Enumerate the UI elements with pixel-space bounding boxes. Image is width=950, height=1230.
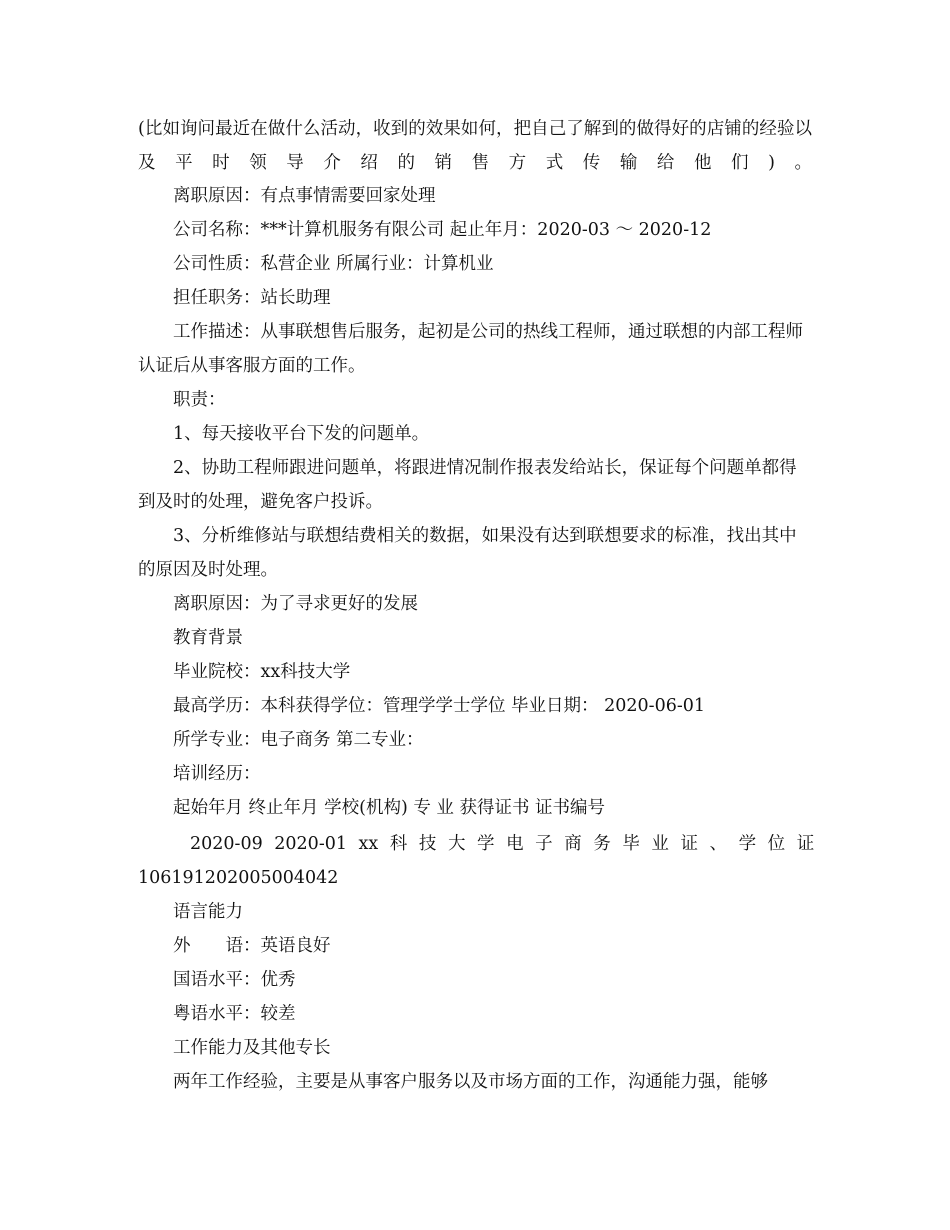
paragraph-training-heading: 培训经历： — [173, 764, 261, 784]
paragraph-mandarin: 国语水平：优秀 — [173, 970, 296, 990]
paragraph-duty-3: 3、分析维修站与联想结费相关的数据，如果没有达到联想要求的标准，找出其中的原因及时处理。 — [138, 526, 797, 580]
paragraph-major: 所学专业：电子商务 第二专业： — [173, 730, 424, 750]
section-title-education: 教育背景 — [173, 628, 243, 648]
paragraph-activity-note-line1: (比如询问最近在做什么活动，收到的效果如何，把自己了解到的做得好的店铺的经验以及平时领导介绍的销售方式传输给他们)。 — [138, 119, 812, 173]
paragraph-school: 毕业院校：xx科技大学 — [173, 662, 351, 682]
paragraph-training-row: 2020-09 2020-01 xx 科 技 大 学 电 子 商 务 毕 业 证 、 学 位 证 — [190, 834, 815, 854]
paragraph-company-type: 公司性质：私营企业 所属行业：计算机业 — [173, 254, 494, 274]
section-title-skills: 工作能力及其他专长 — [173, 1038, 331, 1058]
paragraph-duty-1: 1、每天接收平台下发的问题单。 — [173, 424, 430, 444]
paragraph-duties-heading: 职责： — [173, 390, 226, 410]
paragraph-leave-reason-2: 离职原因：为了寻求更好的发展 — [173, 594, 418, 614]
paragraph-skills: 两年工作经验，主要是从事客户服务以及市场方面的工作，沟通能力强，能够 — [173, 1072, 768, 1092]
paragraph-leave-reason-1: 离职原因：有点事情需要回家处理 — [173, 186, 436, 206]
paragraph-training-columns: 起始年月 终止年月 学校(机构) 专 业 获得证书 证书编号 — [173, 798, 606, 818]
section-title-language: 语言能力 — [173, 902, 243, 922]
paragraph-degree: 最高学历：本科获得学位：管理学学士学位 毕业日期： 2020-06-01 — [173, 696, 706, 716]
paragraph-cantonese: 粤语水平：较差 — [173, 1004, 296, 1024]
paragraph-company-name: 公司名称：***计算机服务有限公司 起止年月：2020-03 ～ 2020-12 — [173, 220, 712, 240]
paragraph-foreign-language: 外 语：英语良好 — [173, 936, 331, 956]
paragraph-position: 担任职务：站长助理 — [173, 288, 331, 308]
paragraph-duty-2: 2、协助工程师跟进问题单，将跟进情况制作报表发给站长，保证每个问题单都得到及时的处理，避免客户投诉。 — [138, 458, 797, 512]
paragraph-job-description: 工作描述：从事联想售后服务，起初是公司的热线工程师，通过联想的内部工程师认证后从事客服方面的工作。 — [138, 322, 803, 376]
paragraph-certificate-number: 106191202005004042 — [138, 868, 339, 888]
